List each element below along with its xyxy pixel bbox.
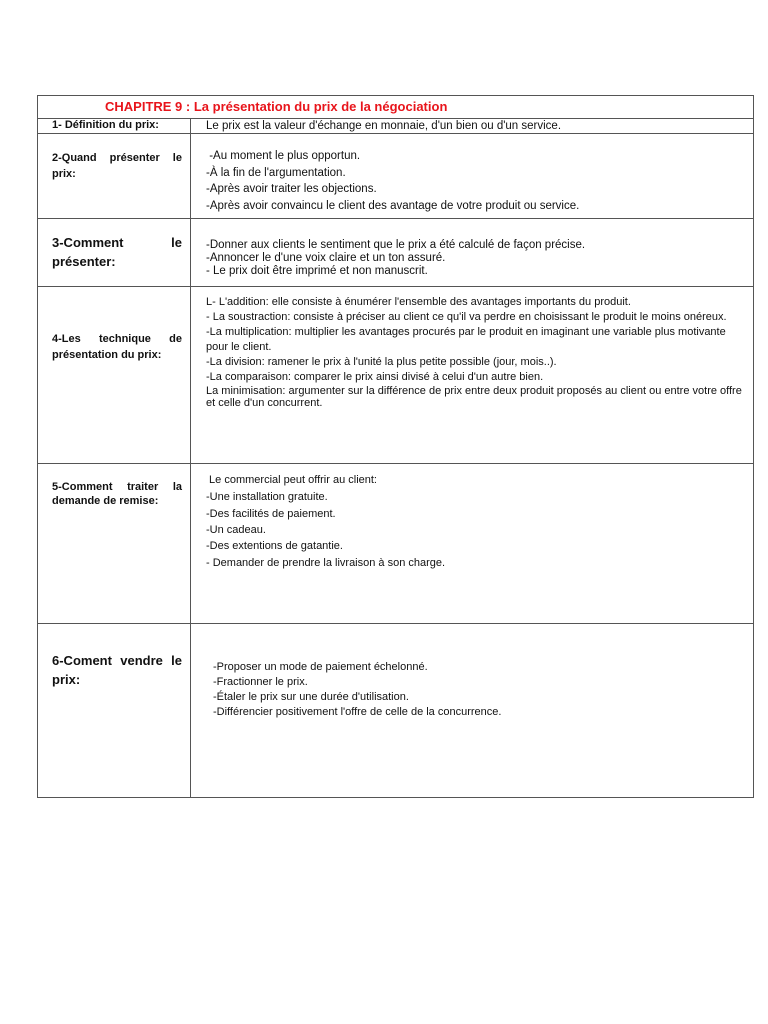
content-line: - Le prix doit être imprimé et non manuscrit. (206, 265, 428, 277)
content-line: -Différencier positivement l'offre de celle de la concurrence. (213, 706, 502, 718)
row-content (191, 134, 754, 219)
content-line: - La soustraction: consiste à préciser au client ce qu'il va perdre en choisissant le produit le moins onéreux. (206, 311, 727, 323)
table-row (38, 119, 754, 134)
table-row (38, 219, 754, 287)
row-content (191, 119, 754, 134)
content-line: -Une installation gratuite. (206, 491, 328, 503)
content-line: - Demander de prendre la livraison à son charge. (206, 557, 446, 569)
table-row (38, 134, 754, 219)
content-line: -La division: ramener le prix à l'unité la plus petite possible (jour, mois..). (206, 356, 557, 368)
content-line: -Après avoir convaincu le client des avantage de votre produit ou service. (206, 199, 580, 212)
content-line: -Donner aux clients le sentiment que le prix a été calculé de façon précise. (206, 239, 586, 251)
content-line: -Au moment le plus opportun. (206, 150, 361, 162)
row-label: 1- Définition du prix: (38, 119, 191, 134)
content-line: -La multiplication: multiplier les avantages procurés par le produit en imaginant une variable plus motivante pour le client. (206, 326, 726, 353)
content-line: -Étaler le prix sur une durée d'utilisation. (213, 691, 409, 703)
content-line: -Des facilités de paiement. (206, 508, 336, 520)
row-content (191, 464, 754, 624)
row-label: 5-Comment traiter la demande de remise: (38, 464, 191, 624)
row-content (191, 287, 754, 464)
content-line: -Des extentions de gatantie. (206, 540, 343, 552)
content-line: -Proposer un mode de paiement échelonné. (213, 661, 428, 673)
content-line: -Fractionner le prix. (213, 676, 308, 688)
chapter-table (37, 95, 754, 798)
row-label: 3-Comment le présenter: (38, 219, 191, 287)
chapter-title: CHAPITRE 9 : La présentation du prix de la négociation (105, 99, 448, 114)
content-line: -Après avoir traiter les objections. (206, 183, 377, 195)
table-row (38, 624, 754, 798)
content-line: Le commercial peut offrir au client: (206, 474, 377, 486)
content-line: -Un cadeau. (206, 524, 266, 536)
row-content (191, 624, 754, 798)
content-line: La minimisation: argumenter sur la différence de prix entre deux produit proposés au client ou entre votre offre et celle d'un concurrent. (206, 385, 742, 409)
content-line: -À la fin de l'argumentation. (206, 166, 346, 179)
table-row (38, 464, 754, 624)
content-line: L- L'addition: elle consiste à énumérer l'ensemble des avantages importants du produit. (206, 296, 631, 308)
title-row (38, 96, 754, 119)
row-label: 4-Les technique de présentation du prix: (38, 287, 191, 464)
title-cell (38, 96, 754, 119)
content-line: Le prix est la valeur d'échange en monnaie, d'un bien ou d'un service. (206, 120, 562, 132)
content-line: -La comparaison: comparer le prix ainsi divisé à celui d'un autre bien. (206, 371, 544, 383)
row-content (191, 219, 754, 287)
row-label: 6-Coment vendre le prix: (38, 624, 191, 798)
table-row (38, 287, 754, 464)
row-label: 2-Quand présenter le prix: (38, 134, 191, 219)
content-line: -Annoncer le d'une voix claire et un ton assuré. (206, 252, 446, 264)
